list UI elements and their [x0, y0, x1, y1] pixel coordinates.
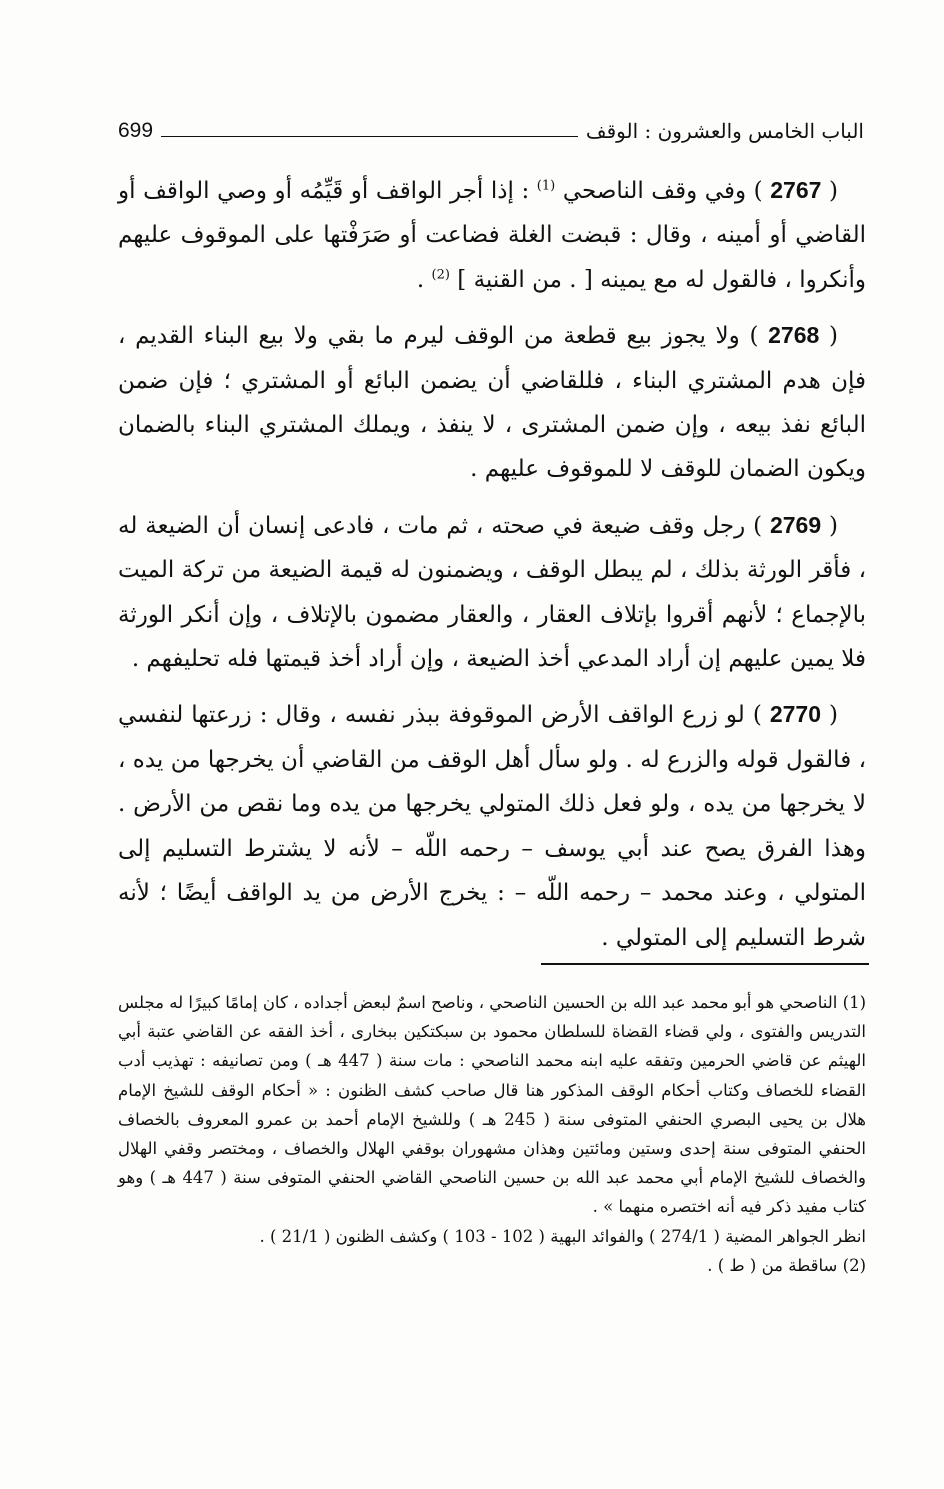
footnote-ref-2: (2)	[431, 267, 450, 283]
open-paren: (	[819, 323, 838, 350]
open-paren: (	[821, 178, 838, 204]
chapter-title: الباب الخامس والعشرون : الوقف	[585, 119, 864, 143]
paragraph-text: .	[416, 266, 432, 293]
entry-number: 2767	[770, 177, 822, 203]
paragraph-text: ) ولا يجوز بيع قطعة من الوقف ليرم ما بقي ولا بيع البناء القديم ، فإن هدم المشتري البناء ، فللقاضي أن يضمن البائع أو المشتري ؛ فإن ضمن البائع نفذ بيعه ، وإن ضمن المشترى ، لا ينفذ ، ويملك المشتري البناء بالضمان ويكون الضمان للوقف لا للموقوف عليهم .	[118, 323, 866, 483]
footnote-1-sources: انظر الجواهر المضية ( 274/1 ) والفوائد البهية ( 102 - 103 ) وكشف الظنون ( 21/1 ) .	[259, 1226, 866, 1246]
paragraph-text: ) لو زرع الواقف الأرض الموقوفة ببذر نفسه ، وقال : زرعتها لنفسي ، فالقول قوله والزرع له . ولو سأل أهل الوقف من القاضي أن يخرجها من يده ، لا يخرجها من يده ، ولو فعل ذلك المتولي يخرجها من يده وما نقص من الأرض . وهذا الفرق يصح عند أبي يوسف – رحمه اللّه – لأنه لا يشترط التسليم إلى المتولي ، وعند محمد – رحمه اللّه – : يخرج الأرض من يد الواقف أيضًا ؛ لأنه شرط التسليم إلى المتولي .	[118, 702, 866, 951]
paragraph-text: ) رجل وقف ضيعة في صحته ، ثم مات ، فادعى إنسان أن الضيعة له ، فأقر الورثة بذلك ، لم يبطل الوقف ، ويضمنون له قيمة الضيعة من تركة الميت بالإجماع ؛ لأنهم أقروا بإتلاف العقار ، والعقار مضمون بالإتلاف ، وإن أنكر الورثة فلا يمين عليهم إن أراد المدعي أخذ الضيعة ، وإن أراد أخذ قيمتها فله تحليفهم .	[118, 512, 866, 673]
paragraph-2770	[118, 692, 866, 959]
paragraph-text: : إذا أجر الواقف أو قَيِّمُه أو وصي الواقف أو القاضي أو أمينه ، وقال : قبضت الغلة فضاعت أو صَرَفْتها على الموقوف عليهم وأنكروا ، فالقول له مع يمينه [ . من القنية ]	[118, 178, 866, 293]
footnote-1: (1) الناصحي هو أبو محمد عبد الله بن الحسين الناصحي ، وناصح اسمٌ لبعض أجداده ، كان إمامًا كبيرًا له مجلس التدريس والفتوى ، ولي قضاء القضاة للسلطان محمود بن سبكتكين ببخارى ، أخذ الفقه عن القاضي عتبة أبي الهيثم عن قاضي الحرمين وتفقه عليه ابنه محمد الناصحي : مات سنة ( 447 هـ ) ومن تصانيفه : تهذيب أدب القضاء للخصاف وكتاب أحكام الوقف المذكور هنا قال صاحب كشف الظنون : « أحكام الوقف للشيخ الإمام هلال بن يحيى البصري الحنفي المتوفى سنة ( 245 هـ ) وللشيخ الإمام أحمد بن عمرو المعروف بالخصاف الحنفي المتوفى سنة إحدى وستين ومائتين وهذان مشهوران بوقفي الهلال والخصاف ، ومختصر وقفي الهلال والخصاف للشيخ الإمام أبي محمد عبد الله بن حسين الناصحي القاضي الحنفي المتوفى سنة ( 447 هـ ) وهو كتاب مفيد ذكر فيه أنه اختصره منهما » .	[118, 993, 866, 1217]
footnote-2: (2) ساقطة من ( ط ) .	[707, 1255, 866, 1275]
footnote-ref-1: (1)	[536, 178, 556, 194]
entry-number: 2768	[768, 322, 820, 349]
header-rule	[161, 136, 578, 137]
running-header	[118, 114, 864, 148]
open-paren: (	[821, 702, 838, 729]
footnotes	[118, 988, 866, 1280]
open-paren: (	[821, 512, 838, 539]
paragraph-2769	[118, 503, 866, 682]
paragraph-2767	[118, 168, 866, 302]
main-text	[118, 168, 866, 971]
entry-number: 2769	[769, 511, 822, 538]
paragraph-2768	[118, 313, 866, 492]
page-number: 699	[118, 119, 154, 142]
paragraph-text: ) وفي وقف الناصحي	[555, 178, 771, 204]
entry-number: 2770	[769, 701, 821, 728]
footnote-separator	[541, 963, 869, 965]
